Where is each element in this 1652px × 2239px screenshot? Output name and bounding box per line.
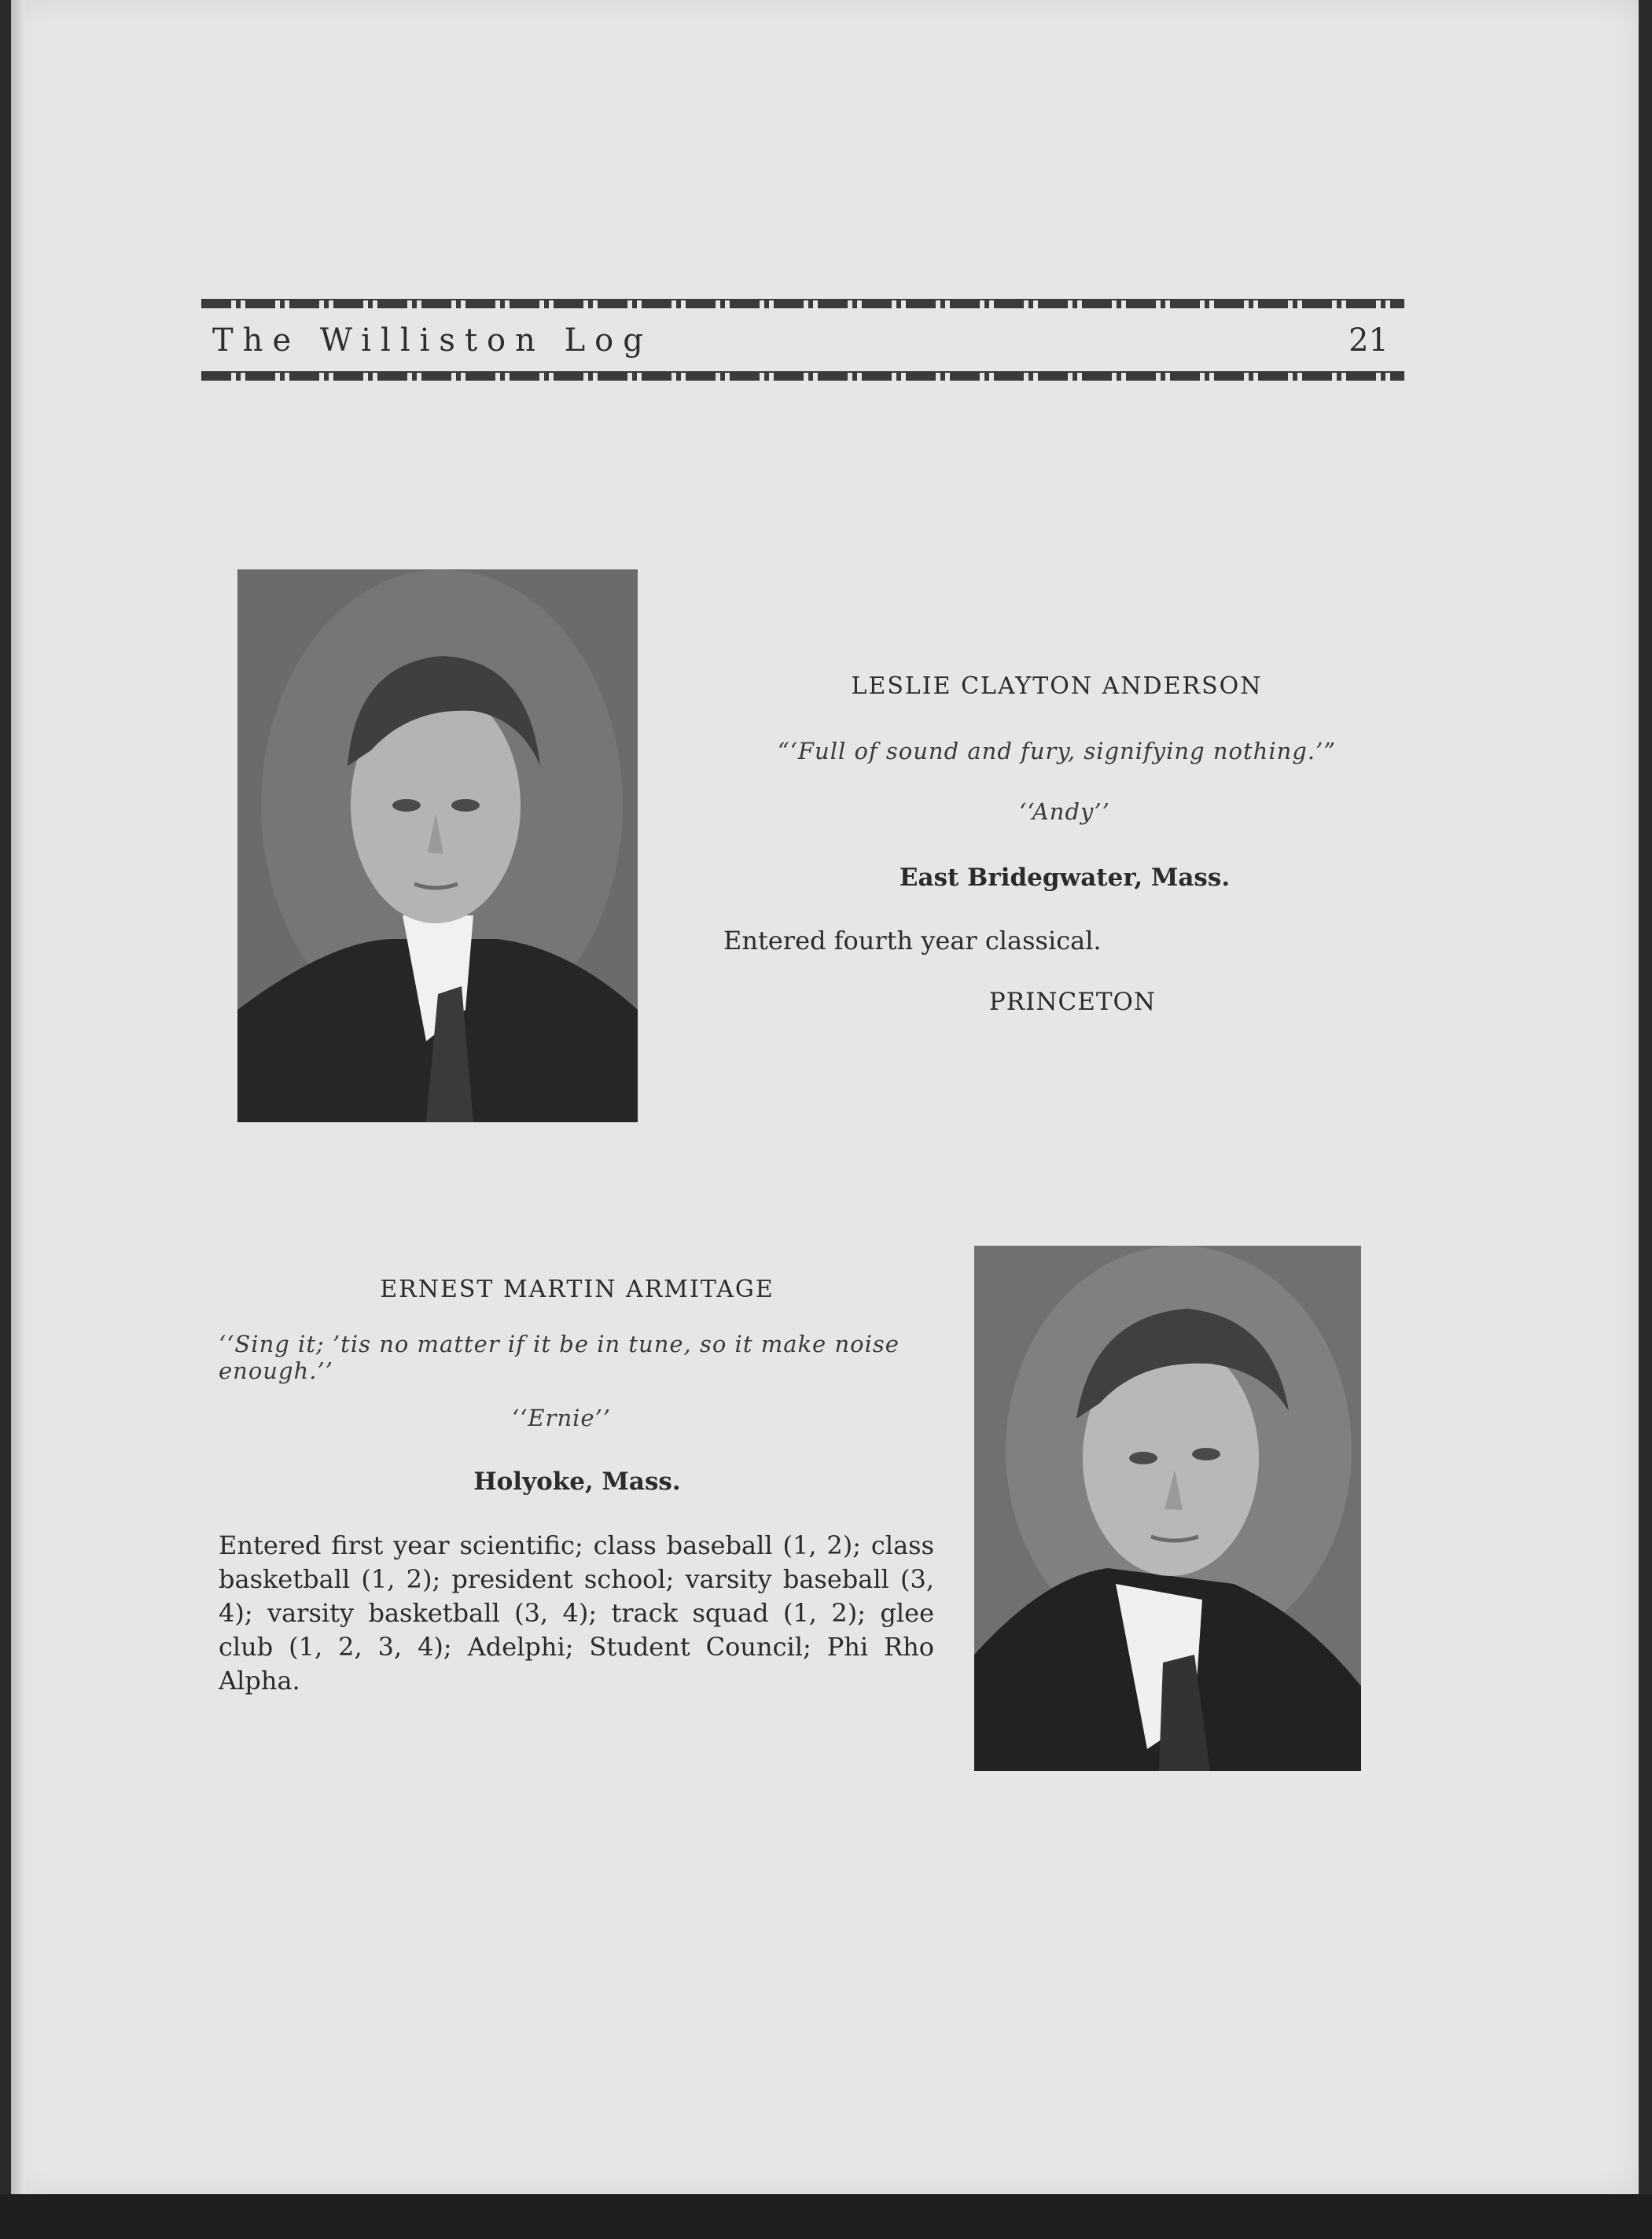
portrait-armitage <box>974 1246 1361 1771</box>
student-quote: “‘Full of sound and fury, signifying nothing.’” <box>777 738 1337 764</box>
student-hometown: Holyoke, Mass. <box>473 1468 681 1496</box>
student-name: LESLIE CLAYTON ANDERSON <box>851 672 1263 700</box>
student-hometown: East Bridegwater, Mass. <box>899 864 1231 892</box>
student-bio: Entered first year scientific; class baseball (1, 2); class basketball (1, 2); president school; varsity baseball (3, 4); varsity basketball (3, 4); track squad (1, 2); glee club (1, 2, 3, 4); Adelphi; Student Council; Phi Rho Alpha. <box>219 1530 934 1696</box>
student-quote: ‘‘Sing it; ’tis no matter if it be in tune, so it make noise enough.’’ <box>219 1331 900 1384</box>
header-rule-bottom <box>201 371 1404 381</box>
portrait-armitage-figure <box>974 1246 1361 1771</box>
student-nickname: ‘‘Andy’’ <box>1019 798 1110 825</box>
student-name: ERNEST MARTIN ARMITAGE <box>380 1276 774 1303</box>
page-number: 21 <box>1348 322 1389 359</box>
student-bio: Entered fourth year classical. <box>723 926 1102 956</box>
page-binding-edge <box>11 0 25 2194</box>
running-title: The Williston Log <box>212 322 653 359</box>
student-college: PRINCETON <box>988 988 1157 1016</box>
yearbook-page <box>11 0 1639 2194</box>
portrait-anderson-figure <box>237 569 638 1122</box>
running-header <box>201 293 1404 391</box>
page-shadow-bottom <box>0 2194 1652 2239</box>
header-rule-top <box>201 299 1404 308</box>
student-nickname: ‘‘Ernie’’ <box>511 1405 612 1431</box>
portrait-anderson <box>237 569 638 1122</box>
